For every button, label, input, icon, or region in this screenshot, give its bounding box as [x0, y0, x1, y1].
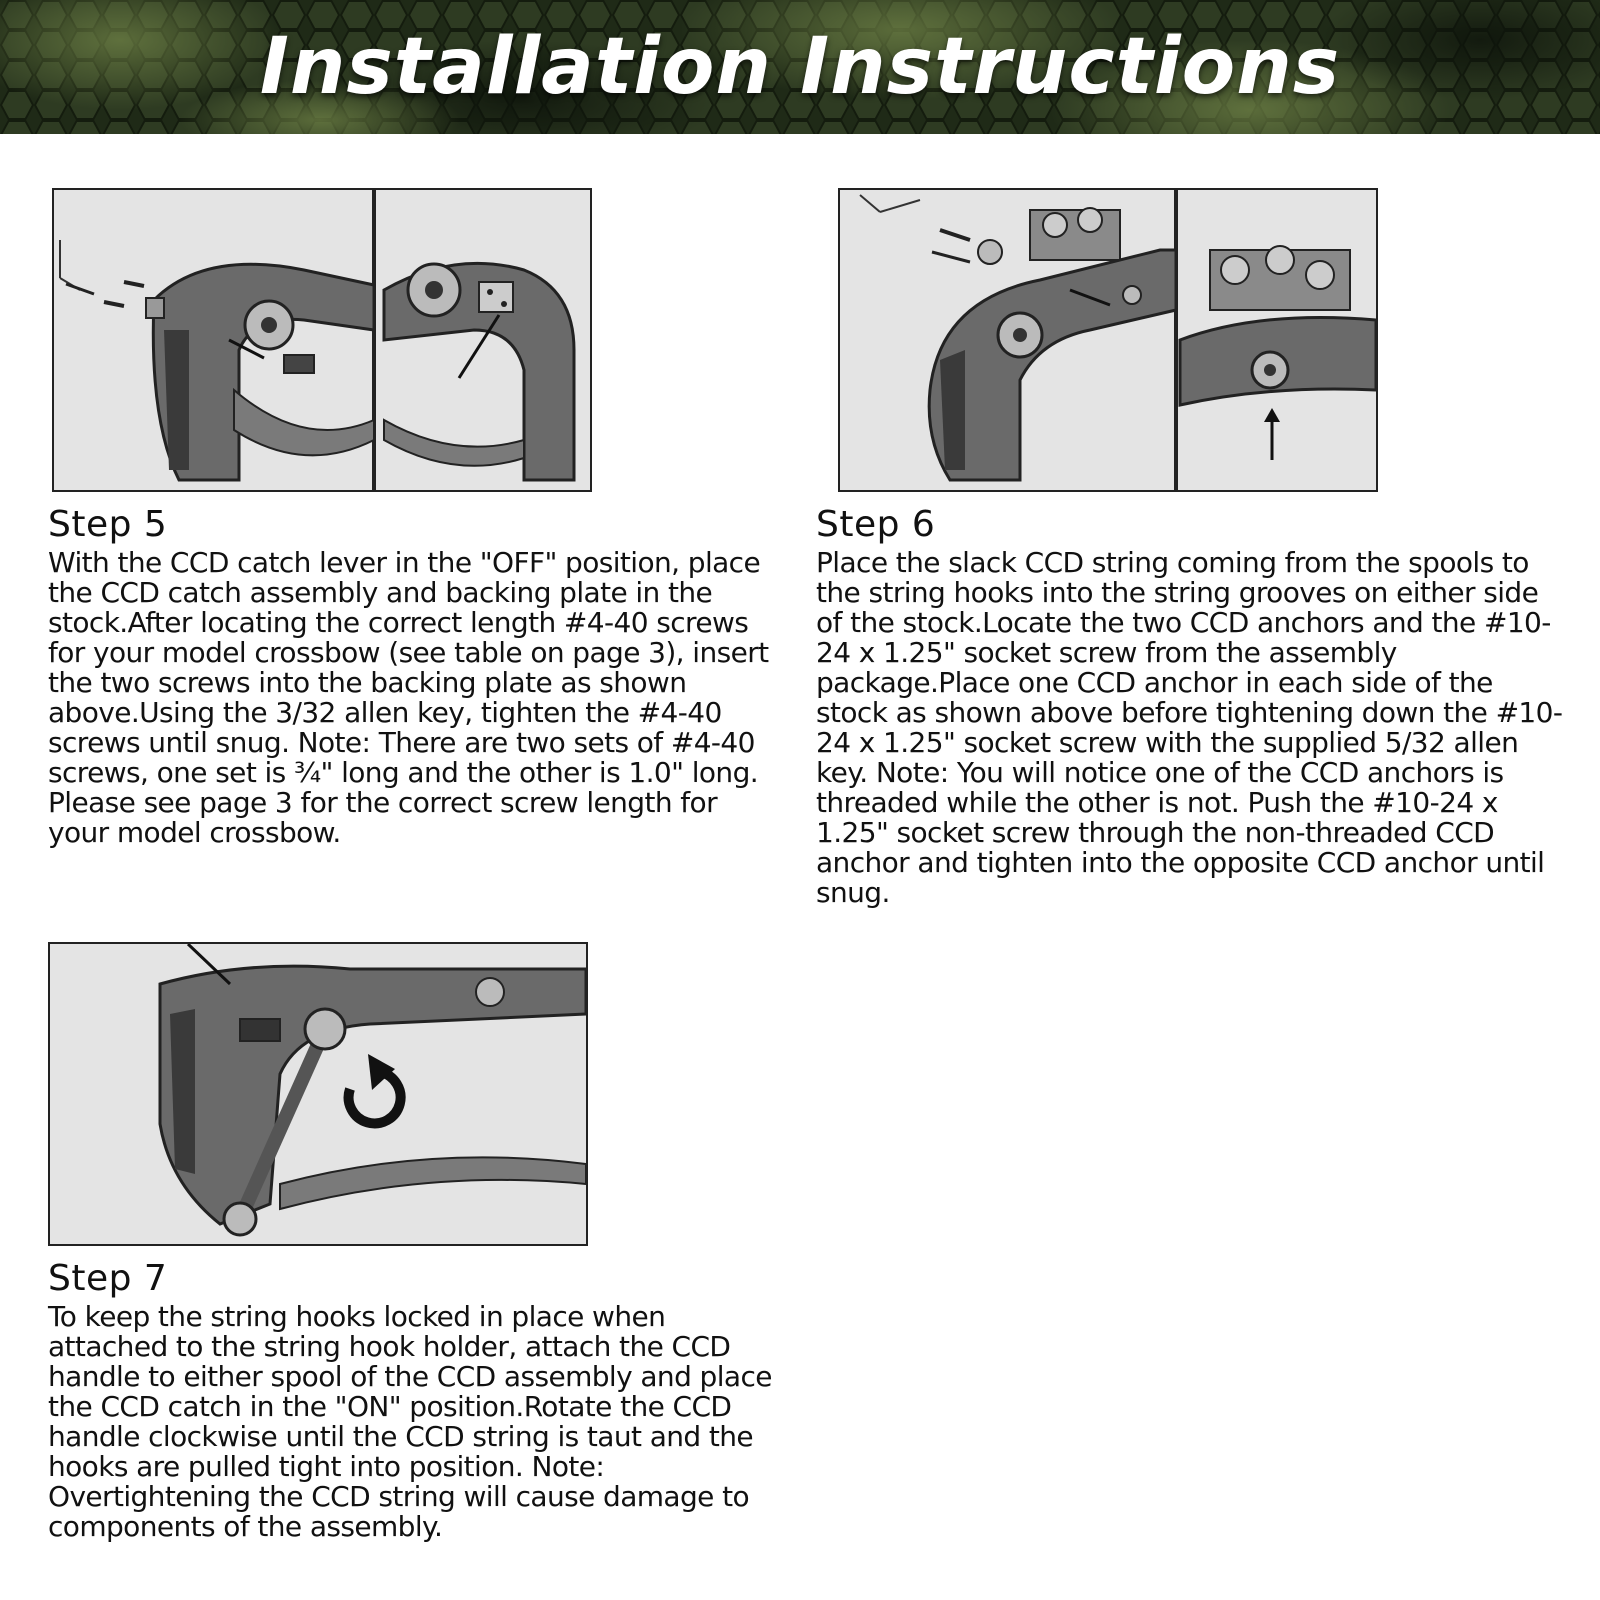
step-7-text: To keep the string hooks locked in place when attached to the string hook holder, attach the CCD handle to either spool of the CCD assembly and place the CCD catch in the "ON" position.Rotate the CCD handle clockwise until the CCD string is taut and the hooks are pulled tight into position. Note: Overtightening the CCD string will cause damage to components of the assembly. — [48, 1300, 772, 1543]
stock-catch-illustration — [54, 190, 590, 490]
anchor-install-illustration — [840, 190, 1376, 490]
handle-rotate-illustration — [50, 944, 586, 1244]
step-5-title: Step 5 — [48, 504, 168, 545]
header-banner — [0, 0, 1600, 134]
step-6-title: Step 6 — [816, 504, 936, 545]
step-5-figure — [52, 188, 592, 492]
step-5-text: With the CCD catch lever in the "OFF" position, place the CCD catch assembly and backing plate in the stock.After locating the correct length #4-40 screws for your model crossbow (see table on page 3), insert the two screws into the backing plate as shown above.Using the 3/32 allen key, tighten the #4-40 screws until snug. Note: There are two sets of #4-40 screws, one set is ¾" long and the other is 1.0" long. Please see page 3 for the correct screw length for your model crossbow. — [48, 546, 769, 849]
step-6-figure — [838, 188, 1378, 492]
step-6-text: Place the slack CCD string coming from the spools to the string hooks into the string grooves on either side of the stock.Locate the two CCD anchors and the #10-24 x 1.25" socket screw from the assembly package.Place one CCD anchor in each side of the stock as shown above before tightening down the #10-24 x 1.25" socket screw with the supplied 5/32 allen key. Note: You will notice one of the CCD anchors is threaded while the other is not. Push the #10-24 x 1.25" socket screw through the non-threaded CCD anchor and tighten into the opposite CCD anchor until snug. — [816, 546, 1563, 909]
step-7-figure — [48, 942, 588, 1246]
page-title: Installation Instructions — [259, 22, 1341, 112]
step-7-title: Step 7 — [48, 1258, 168, 1299]
